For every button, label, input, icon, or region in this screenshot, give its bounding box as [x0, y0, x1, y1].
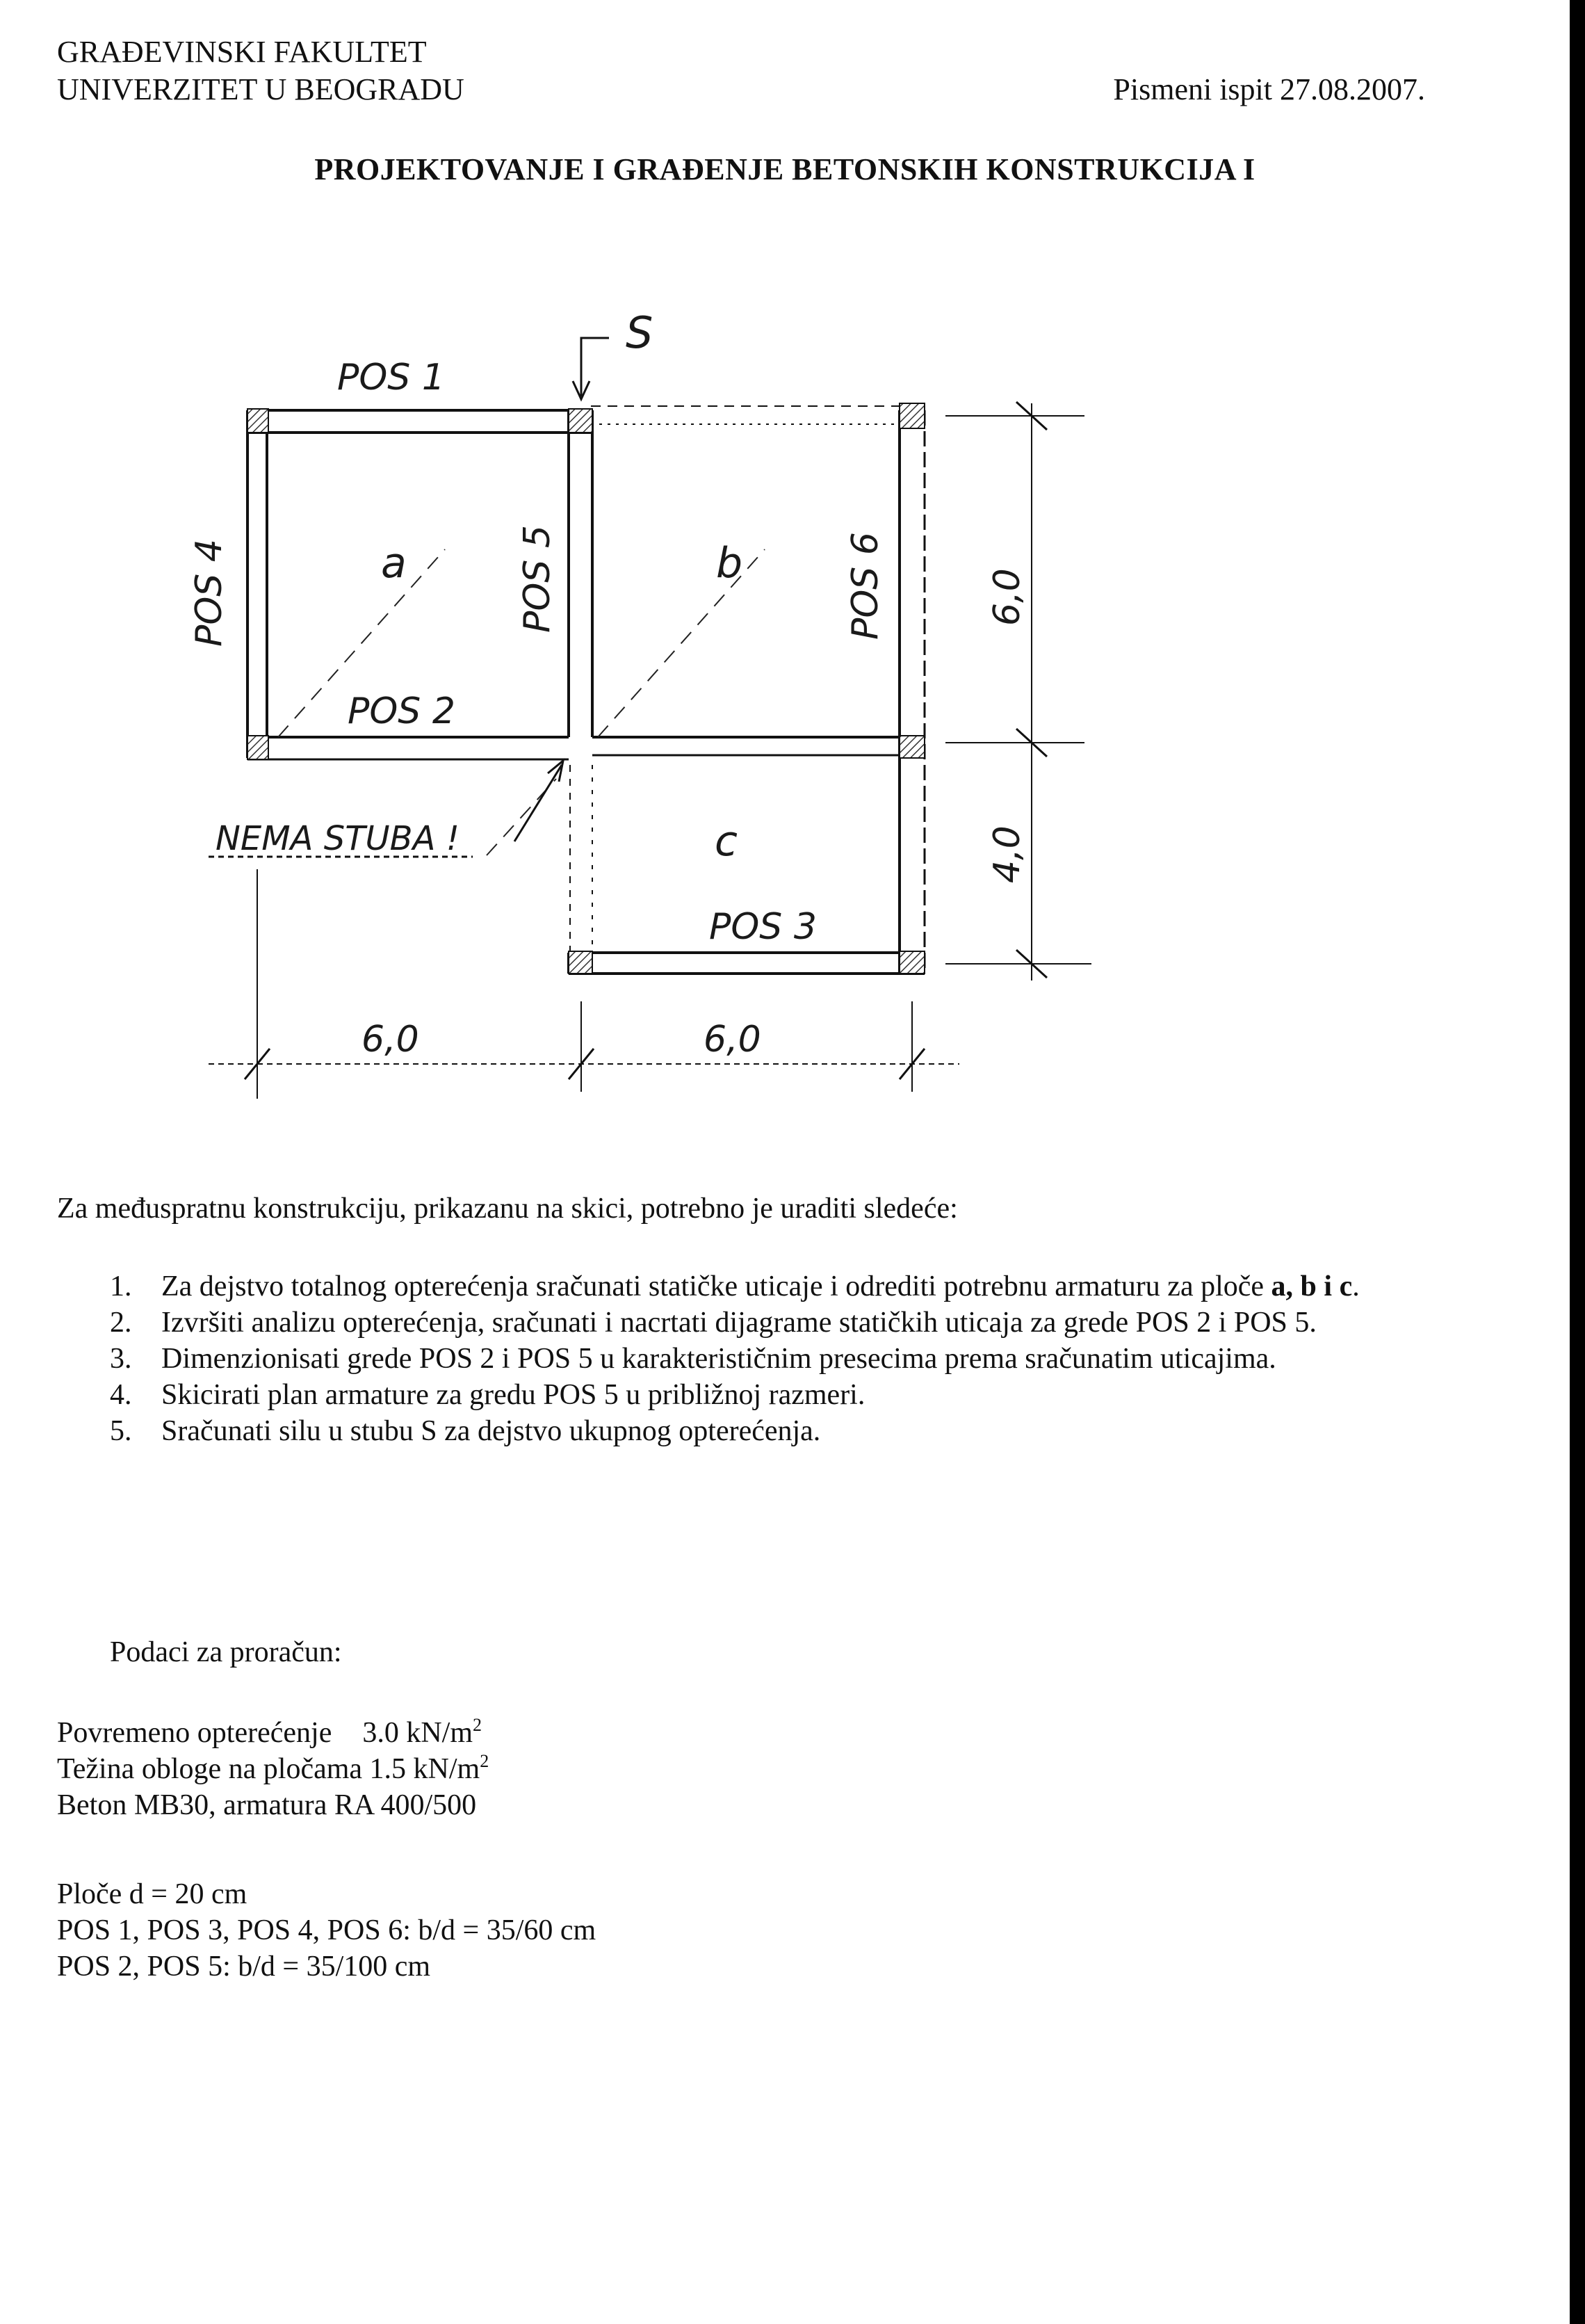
dimension-vertical	[945, 402, 1091, 981]
list-item	[57, 1377, 1454, 1413]
unit-exponent: 2	[480, 1751, 489, 1771]
beam-pos4	[247, 410, 267, 758]
dim-span-left: 6,0	[361, 1019, 419, 1060]
beam-pos6	[900, 410, 925, 974]
task-bold-text: a, b i c	[1271, 1270, 1353, 1302]
task-text: Za dejstvo totalnog opterećenja sračunati statičke uticaje i odrediti potrebnu armaturu za ploče	[161, 1270, 1271, 1302]
column-top-right	[900, 403, 925, 428]
dim-height-bottom: 4,0	[986, 825, 1028, 883]
column-mid-right	[900, 736, 925, 758]
column-s-label: S	[626, 307, 653, 358]
list-item	[57, 1305, 1454, 1341]
task-number: 4.	[110, 1379, 132, 1411]
plate-c-edge	[570, 765, 592, 953]
list-item	[57, 1268, 1454, 1305]
label-plate-a: a	[381, 539, 407, 588]
dimension-horizontal	[209, 869, 959, 1099]
column-mid-left	[247, 736, 268, 759]
columns	[247, 403, 925, 974]
label-pos5: POS 5	[517, 525, 558, 633]
unit-exponent: 2	[473, 1715, 482, 1735]
cladding-value: 1.5 kN/m	[369, 1753, 480, 1785]
task-text: Izvršiti analizu opterećenja, sračunati i nacrtati dijagrame statičkih uticaja za grede POS 2 i POS 5.	[161, 1307, 1317, 1339]
column-top-left	[247, 409, 268, 433]
dim-height-top: 6,0	[986, 568, 1028, 626]
label-pos4: POS 4	[188, 539, 230, 647]
list-item	[57, 1413, 1454, 1449]
floor-plan-sketch	[0, 278, 1570, 1140]
live-load-label: Povremeno opterećenje	[57, 1717, 332, 1749]
beam-pos2	[247, 737, 925, 759]
task-text: Dimenzionisati grede POS 2 i POS 5 u karakterističnim presecima prema sračunatim uticajima.	[161, 1343, 1276, 1375]
column-s	[569, 409, 592, 433]
no-column-note: NEMA STUBA !	[216, 819, 460, 858]
task-list	[57, 1268, 1454, 1449]
task-number: 2.	[110, 1307, 132, 1339]
task-number: 3.	[110, 1343, 132, 1375]
task-number: 1.	[110, 1270, 132, 1302]
slab-thickness: Ploče d = 20 cm	[57, 1878, 247, 1910]
live-load-line	[57, 1715, 489, 1751]
page-title: PROJEKTOVANJE I GRAĐENJE BETONSKIH KONSTRUKCIJA I	[314, 152, 1255, 186]
task-text-end: .	[1352, 1270, 1360, 1302]
label-pos1: POS 1	[337, 357, 445, 398]
exam-date: Pismeni ispit 27.08.2007.	[1113, 72, 1425, 106]
task-intro: Za međuspratnu konstrukciju, prikazanu na skici, potrebno je uraditi sledeće:	[57, 1193, 958, 1225]
column-bottom-left	[569, 951, 592, 974]
task-number: 5.	[110, 1415, 132, 1447]
label-pos2: POS 2	[348, 691, 455, 732]
beam-pos3	[569, 953, 925, 974]
geometry-data	[57, 1876, 596, 1985]
column-s-marker	[573, 338, 609, 399]
list-item	[57, 1341, 1454, 1377]
load-data	[57, 1715, 489, 1823]
university-name: UNIVERZITET U BEOGRADU	[57, 72, 464, 106]
live-load-value: 3.0 kN/m	[362, 1717, 473, 1749]
beam-pos5	[569, 410, 592, 737]
task-text: Sračunati silu u stubu S za dejstvo ukupnog opterećenja.	[161, 1415, 821, 1447]
beams-main: POS 2, POS 5: b/d = 35/100 cm	[57, 1951, 431, 1983]
faculty-name: GRAĐEVINSKI FAKULTET	[57, 35, 427, 69]
label-pos3: POS 3	[709, 906, 817, 948]
cladding-label: Težina obloge na pločama	[57, 1753, 363, 1785]
label-plate-c: c	[715, 817, 738, 866]
task-text: Skicirati plan armature za gredu POS 5 u približnoj razmeri.	[161, 1379, 865, 1411]
label-plate-b: b	[716, 539, 743, 588]
data-section-title: Podaci za proračun:	[110, 1636, 342, 1668]
label-pos6: POS 6	[845, 532, 886, 640]
beams-secondary: POS 1, POS 3, POS 4, POS 6: b/d = 35/60 cm	[57, 1914, 596, 1946]
dim-span-right: 6,0	[704, 1019, 761, 1060]
materials-line: Beton MB30, armatura RA 400/500	[57, 1789, 477, 1821]
scan-edge	[1570, 0, 1585, 2324]
institution-header	[57, 33, 464, 108]
cladding-line	[57, 1751, 489, 1787]
column-bottom-right	[900, 951, 925, 974]
